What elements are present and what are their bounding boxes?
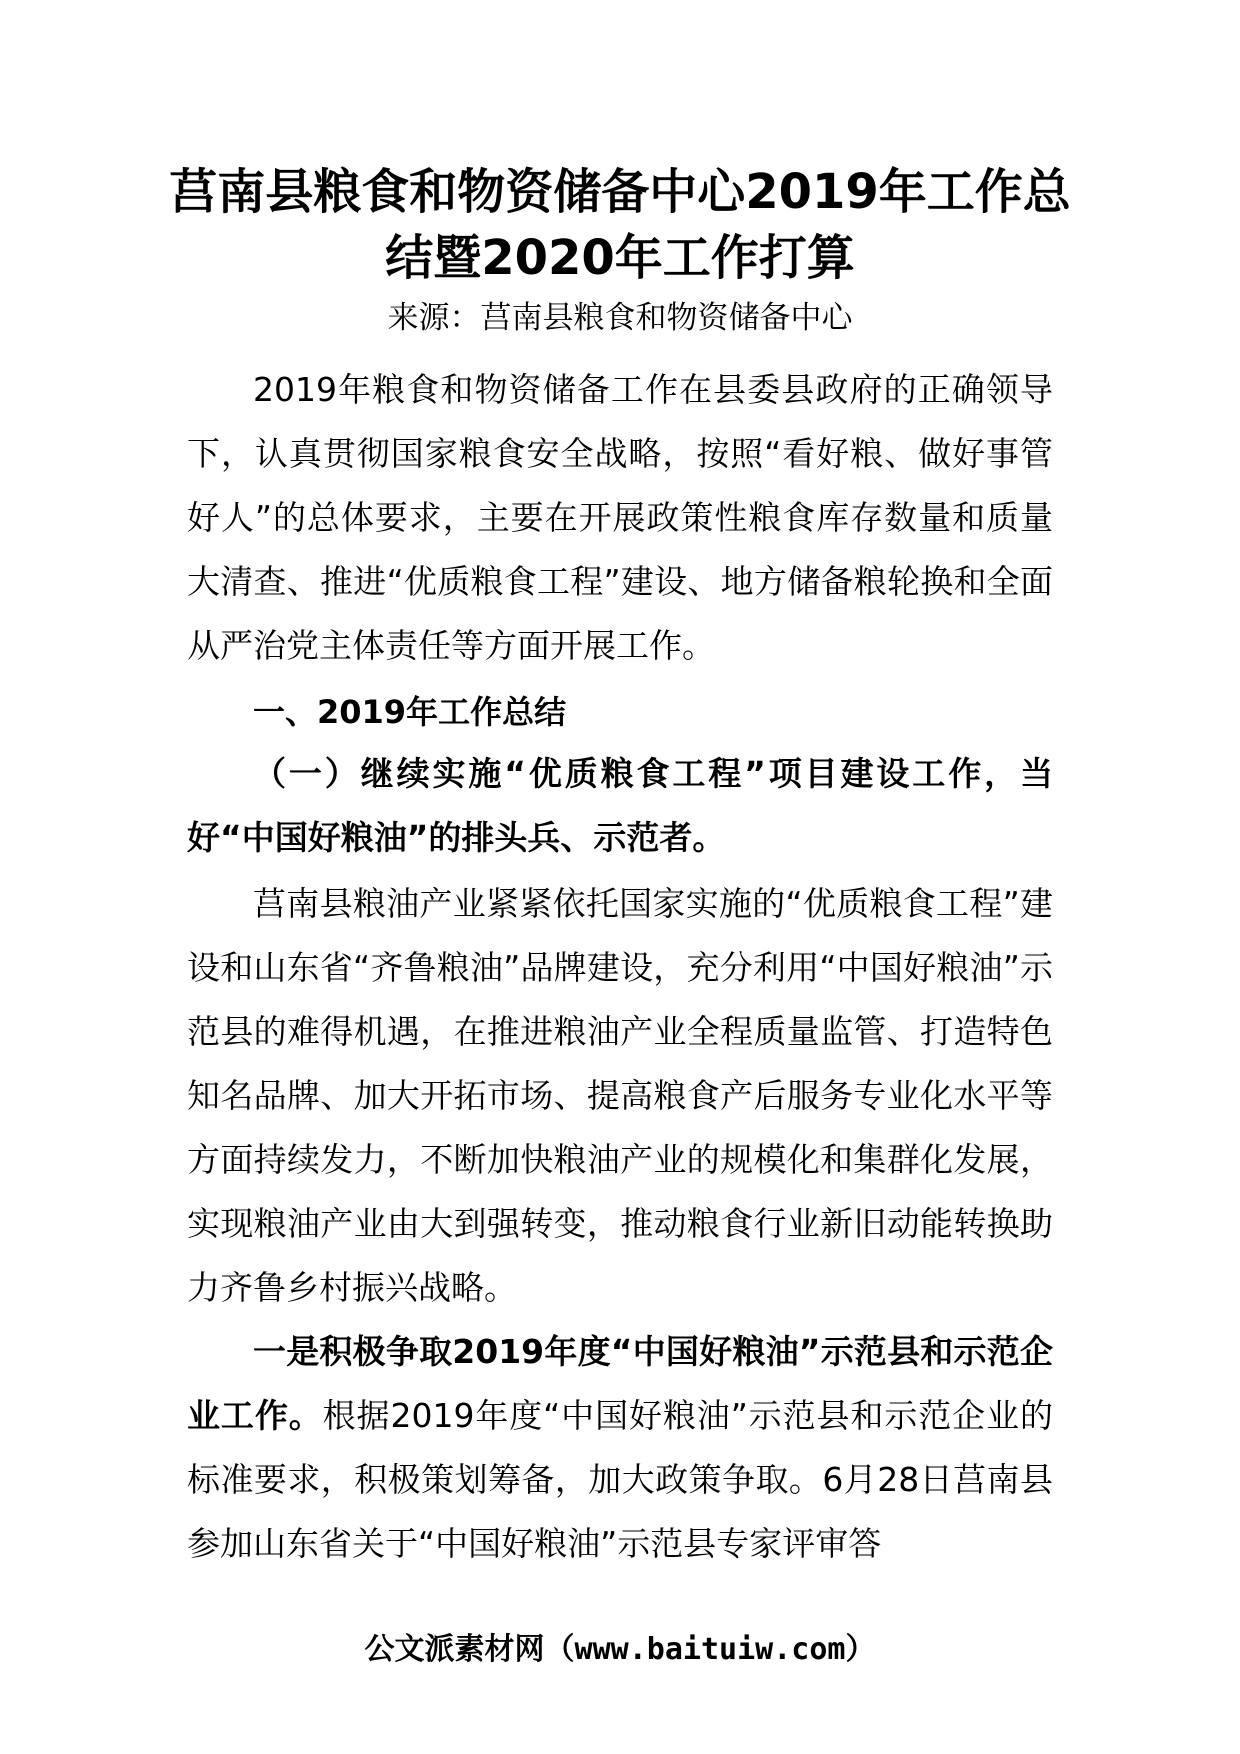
- body-paragraph-2: [187, 1320, 1053, 1576]
- document-title-line1: 莒南县粮食和物资储备中心2019年工作总: [169, 164, 1071, 220]
- footer-watermark: [150, 1630, 1090, 1670]
- paragraph-text: 根据2019年度“中国好粮油”示范县和示范企业的标准要求，积极策划筹备，加大政策争取。6月28日莒南县参加山东省关于“中国好粮油”示范县专家评审答: [187, 1396, 1053, 1563]
- document-source: 来源：莒南县粮食和物资储备中心: [387, 300, 853, 336]
- section-heading: 一、2019年工作总结: [253, 693, 567, 731]
- document-title-line2: 结暨2020年工作打算: [385, 230, 855, 286]
- paragraph-lead: 一是积极争取2019年度“中国好粮油”示范县和示范企业工作。: [187, 1332, 1053, 1435]
- footer-url: （www.baituiw.com）: [544, 1632, 876, 1667]
- subsection-heading: （一）继续实施“优质粮食工程”项目建设工作，当好“中国好粮油”的排头兵、示范者。: [187, 754, 1053, 857]
- body-paragraph: 莒南县粮油产业紧紧依托国家实施的“优质粮食工程”建设和山东省“齐鲁粮油”品牌建设，充分利用“中国好粮油”示范县的难得机遇，在推进粮油产业全程质量监管、打造特色知名品牌、加大开拓市场、提高粮食产后服务专业化水平等方面持续发力，不断加快粮油产业的规模化和集群化发展，实现粮油产业由大到强转变，推动粮食行业新旧动能转换助力齐鲁乡村振兴战略。: [187, 884, 1053, 1307]
- intro-paragraph: 2019年粮食和物资储备工作在县委县政府的正确领导下，认真贯彻国家粮食安全战略，按照“看好粮、做好事管好人”的总体要求，主要在开展政策性粮食库存数量和质量大清查、推进“优质粮食工程”建设、地方储备粮轮换和全面从严治党主体责任等方面开展工作。: [187, 370, 1053, 665]
- footer-site-name: 公文派素材网: [364, 1632, 545, 1667]
